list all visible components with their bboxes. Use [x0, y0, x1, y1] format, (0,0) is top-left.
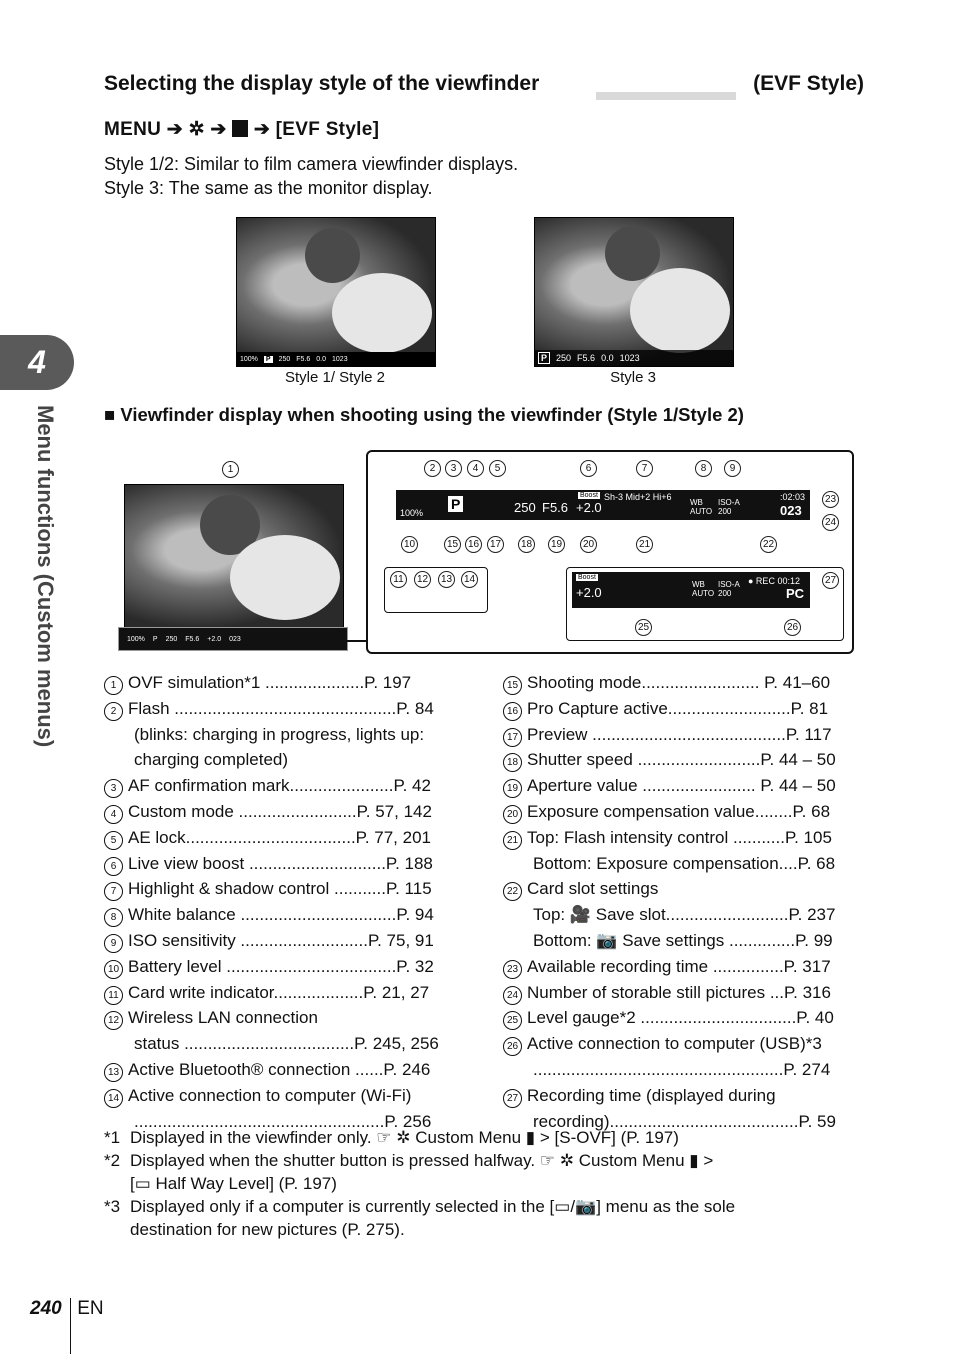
- callout: 24: [822, 514, 839, 531]
- title-rule: [596, 92, 736, 100]
- legend-number: 1: [104, 676, 123, 695]
- legend-item: [503, 722, 861, 748]
- legend-text: Exposure compensation value........P. 68: [527, 801, 831, 821]
- legend-text: Aperture value ........................ P. 44 – 50: [527, 776, 836, 796]
- legend-number: 24: [503, 986, 522, 1005]
- legend-number: 21: [503, 831, 522, 850]
- legend-text: Active connection to computer (USB)*3: [527, 1034, 822, 1054]
- viewfinder-photo: [124, 484, 344, 630]
- legend-number: 18: [503, 753, 522, 772]
- legend-item: [104, 799, 462, 825]
- legend-text: AF confirmation mark......................P. 42: [128, 776, 431, 796]
- legend-item: [503, 980, 861, 1006]
- legend-item: [503, 825, 861, 851]
- legend-text: .....................................................P. 256: [134, 1111, 432, 1131]
- legend-text: Active connection to computer (Wi-Fi): [128, 1085, 412, 1105]
- legend-number: 15: [503, 676, 522, 695]
- footnote: [104, 1149, 864, 1172]
- style12-screen: [236, 217, 436, 367]
- legend-item: [503, 773, 861, 799]
- menu-path: [104, 118, 379, 141]
- callout: 22: [760, 536, 777, 553]
- viewfinder-info-strip: 100% P 250 F5.6 +2.0 023: [119, 628, 347, 650]
- legend-item: [503, 747, 861, 773]
- arrow-icon: ➔: [253, 119, 271, 140]
- gear-icon: ✲: [188, 119, 205, 140]
- legend-item: [104, 773, 462, 799]
- legend-number: 5: [104, 831, 123, 850]
- callout: 6: [580, 460, 597, 477]
- custom-menu-tab-icon: [232, 120, 248, 137]
- legend-text: ISO sensitivity ...........................P. 75, 91: [128, 930, 434, 950]
- legend-item: [104, 851, 462, 877]
- style12-caption: Style 1/ Style 2: [284, 369, 386, 386]
- legend-number: 20: [503, 805, 522, 824]
- legend-item: [104, 747, 462, 773]
- legend-item: [503, 696, 861, 722]
- legend-text: Shutter speed ..........................P. 44 – 50: [527, 750, 836, 770]
- section-title-left: Selecting the display style of the viewfinder: [104, 72, 540, 95]
- footnote-text: Displayed in the viewfinder only. ☞ ✲ Custom Menu ▮ > [S-OVF] (P. 197): [130, 1128, 679, 1147]
- footnotes: [104, 1126, 864, 1241]
- page-footer: [30, 1298, 104, 1354]
- legend-text: White balance .................................P. 94: [128, 905, 434, 925]
- viewfinder-strip-detail: 100% P 250 F5.6 +2.0 Boost Sh-3 Mid+2 Hi+6 WB AUTO ISO-A 200 :02:03 023: [396, 490, 810, 520]
- page-number: 240: [30, 1298, 62, 1319]
- legend-number: 14: [104, 1089, 123, 1108]
- viewfinder-strip-recording: Boost +2.0 WB AUTO ISO-A 200 ● REC 00:12 PC: [572, 572, 810, 608]
- legend-number: 6: [104, 857, 123, 876]
- intro-text: [104, 152, 518, 200]
- footnote-text: destination for new pictures (P. 275).: [130, 1220, 405, 1239]
- callout: 14: [461, 571, 478, 588]
- section-title: [104, 72, 864, 96]
- legend-text: Flash ...............................................P. 84: [128, 698, 434, 718]
- legend-text: Wireless LAN connection: [128, 1008, 318, 1028]
- footnote: [104, 1172, 864, 1195]
- footnote-marker: *3: [104, 1197, 121, 1216]
- menu-item-label: [EVF Style]: [275, 119, 380, 140]
- legend-item: [503, 1005, 861, 1031]
- legend-text: Bottom: Exposure compensation....P. 68: [533, 853, 836, 873]
- legend-text: Highlight & shadow control ...........P. 115: [128, 879, 432, 899]
- legend-item: [104, 1083, 462, 1109]
- legend-item: [104, 902, 462, 928]
- legend-item: [104, 954, 462, 980]
- callout: 26: [784, 619, 801, 636]
- footnote-marker: [104, 1218, 130, 1241]
- legend-list-left: [104, 670, 462, 1134]
- legend-text: Battery level ....................................P. 32: [128, 956, 434, 976]
- legend-text: Top: Flash intensity control ...........P. 105: [527, 827, 832, 847]
- legend-text: Preview .........................................P. 117: [527, 724, 832, 744]
- callout: 9: [724, 460, 741, 477]
- legend-item: [503, 876, 861, 902]
- callout: 16: [465, 536, 482, 553]
- callout: 18: [518, 536, 535, 553]
- legend-number: 4: [104, 805, 123, 824]
- legend-item: [104, 670, 462, 696]
- legend-text: Custom mode .........................P. 57, 142: [128, 801, 432, 821]
- recording-box: [566, 567, 844, 641]
- footnote-marker: *2: [104, 1151, 121, 1170]
- legend-text: Card slot settings: [527, 879, 659, 899]
- legend-text: Shooting mode......................... P. 41–60: [527, 673, 831, 692]
- legend-item: [104, 1005, 462, 1031]
- legend-item: [503, 851, 861, 877]
- subsection-title: ■ Viewfinder display when shooting using the viewfinder (Style 1/Style 2): [104, 404, 744, 425]
- legend-number: 10: [104, 960, 123, 979]
- legend-number: 8: [104, 908, 123, 927]
- callout: 5: [489, 460, 506, 477]
- callout: 27: [822, 572, 839, 589]
- legend-number: 9: [104, 934, 123, 953]
- legend-number: 13: [104, 1063, 123, 1082]
- footnote: [104, 1126, 864, 1149]
- legend-number: 22: [503, 882, 522, 901]
- legend-number: 2: [104, 702, 123, 721]
- legend-text: .....................................................P. 274: [533, 1059, 831, 1079]
- legend-number: 17: [503, 728, 522, 747]
- photo-image: [535, 218, 733, 366]
- legend-item: [503, 954, 861, 980]
- legend-text: Active Bluetooth® connection ......P. 246: [128, 1059, 431, 1079]
- legend-number: 19: [503, 779, 522, 798]
- legend-item: [104, 1031, 462, 1057]
- arrow-icon: ➔: [210, 119, 227, 140]
- legend-number: 27: [503, 1089, 522, 1108]
- legend-text: Recording time (displayed during: [527, 1085, 776, 1105]
- footnote-text: [▭ Half Way Level] (P. 197): [130, 1174, 337, 1193]
- chapter-label: Menu functions (Custom menus): [33, 405, 58, 748]
- legend-text: Bottom: 📷 Save settings ..............P. 99: [533, 930, 833, 950]
- callout: 19: [548, 536, 565, 553]
- legend-number: 12: [104, 1011, 123, 1030]
- legend-item: [503, 670, 861, 696]
- legend-item: [104, 876, 462, 902]
- callout: 2: [424, 460, 441, 477]
- legend-item: [503, 902, 861, 928]
- legend-number: 11: [104, 986, 123, 1005]
- callout: 8: [695, 460, 712, 477]
- legend-number: 26: [503, 1037, 522, 1056]
- style3-screen: [534, 217, 734, 367]
- legend-item: [104, 1057, 462, 1083]
- callout: 25: [635, 619, 652, 636]
- callout: 20: [580, 536, 597, 553]
- legend-text: Number of storable still pictures ...P. 316: [527, 982, 831, 1002]
- legend-number: 16: [503, 702, 522, 721]
- callout: 4: [467, 460, 484, 477]
- arrow-icon: ➔: [166, 119, 183, 140]
- legend-text: Live view boost .............................P. 188: [128, 853, 433, 873]
- legend-text: Card write indicator...................P. 21, 27: [128, 982, 430, 1002]
- legend-text: Level gauge*2 .................................P. 40: [527, 1008, 834, 1028]
- language-code: EN: [77, 1298, 104, 1319]
- legend-number: 3: [104, 779, 123, 798]
- subsection-text: Viewfinder display when shooting using the viewfinder (Style 1/Style 2): [120, 404, 744, 425]
- callout: 11: [390, 571, 407, 588]
- legend-list-right: [503, 670, 861, 1134]
- footnote-marker: [104, 1172, 130, 1195]
- callout: 10: [401, 536, 418, 553]
- legend-item: [503, 1057, 861, 1083]
- footnote-marker: *1: [104, 1128, 121, 1147]
- intro-line: Style 3: The same as the monitor display.: [104, 178, 433, 198]
- legend-item: [104, 980, 462, 1006]
- callout: 13: [438, 571, 455, 588]
- legend-item: [503, 799, 861, 825]
- legend-item: [104, 928, 462, 954]
- legend-text: charging completed): [134, 750, 289, 770]
- footnote-text: Displayed only if a computer is currently selected in the [▭/📷] menu as the sole: [130, 1197, 736, 1216]
- legend-number: 25: [503, 1011, 522, 1030]
- legend-number: 7: [104, 882, 123, 901]
- callout: 7: [636, 460, 653, 477]
- legend-item: [104, 825, 462, 851]
- info-bar: 100% P 250 F5.6 0.0 1023: [237, 352, 435, 366]
- legend-text: OVF simulation*1 .....................P. 197: [128, 673, 412, 692]
- legend-item: [503, 1031, 861, 1057]
- callout: 23: [822, 491, 839, 508]
- legend-text: recording)........................................P. 59: [533, 1111, 836, 1131]
- footnote: [104, 1195, 864, 1218]
- legend-text: Pro Capture active..........................P. 81: [527, 698, 829, 718]
- legend-number: 23: [503, 960, 522, 979]
- chapter-tab: 4: [0, 335, 74, 390]
- callout: 17: [487, 536, 504, 553]
- legend-text: (blinks: charging in progress, lights up:: [134, 724, 425, 744]
- intro-line: Style 1/2: Similar to film camera viewfinder displays.: [104, 154, 519, 174]
- callout: 21: [636, 536, 653, 553]
- footnote: [104, 1218, 864, 1241]
- legend-item: [503, 928, 861, 954]
- connector-line: [342, 640, 366, 642]
- callout: 3: [445, 460, 462, 477]
- legend-item: [104, 722, 462, 748]
- callout: 15: [444, 536, 461, 553]
- footnote-text: Displayed when the shutter button is pressed halfway. ☞ ✲ Custom Menu ▮ >: [130, 1151, 714, 1170]
- legend-text: status ....................................P. 245, 256: [134, 1034, 439, 1054]
- legend-text: AE lock....................................P. 77, 201: [128, 827, 431, 847]
- section-title-right: (EVF Style): [753, 72, 864, 95]
- info-bar: P 250 F5.6 0.0 1023: [535, 350, 733, 366]
- legend-text: Top: 🎥 Save slot..........................P. 237: [533, 905, 836, 925]
- menu-label: MENU: [104, 119, 162, 140]
- photo-image: [237, 218, 435, 366]
- legend-item: [104, 696, 462, 722]
- callout: 12: [414, 571, 431, 588]
- callout-1: 1: [222, 461, 239, 478]
- legend-text: Available recording time ...............P. 317: [527, 956, 831, 976]
- legend-item: [503, 1083, 861, 1109]
- style3-caption: Style 3: [610, 369, 656, 386]
